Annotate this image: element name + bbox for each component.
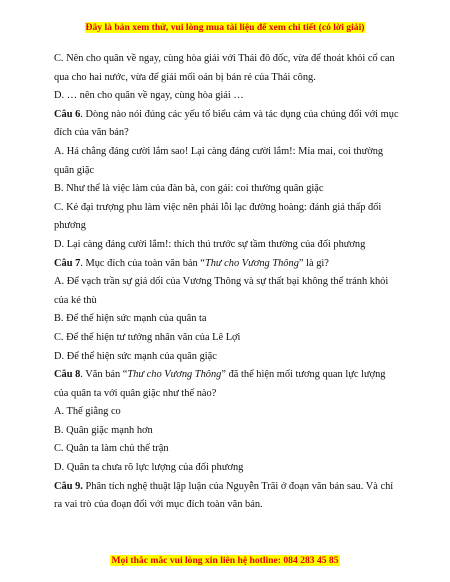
question-8-label: Câu 8 (54, 369, 81, 381)
question-7-text-start: . Mục đích của toàn văn bản “ (80, 257, 205, 269)
question-6-option-d: D. Lại càng đáng cười lắm!: thích thú trước sự tầm thường của đối phương (54, 238, 366, 250)
answer-d-previous: D. … nên cho quân về ngay, cùng hòa giải … (54, 90, 244, 102)
question-8-option-c: C. Quân ta làm chủ thế trận (54, 443, 169, 455)
question-7 (54, 255, 402, 274)
hotline-banner (0, 555, 450, 567)
question-9 (54, 478, 402, 515)
document-body (54, 50, 402, 515)
question-6-text: . Dòng nào nói đúng các yếu tố biểu cảm và tác dụng của chúng đối với mục đích của văn bản? (54, 108, 399, 139)
preview-notice-text: Đây là bản xem thử, vui lòng mua tài liệu để xem chi tiết (có lời giải) (85, 22, 365, 33)
question-7-option-d: D. Để thể hiện sức mạnh của quân giặc (54, 350, 217, 362)
question-6-option-a: A. Há chẳng đáng cười lắm sao! Lại càng đáng cười lắm!: Mỉa mai, coi thường quân giặc (54, 145, 384, 176)
question-9-text: Phân tích nghệ thuật lập luận của Nguyễn Trãi ở đoạn văn bản sau. Và chỉ ra vai trò của đoạn đối với mục đích toàn văn bản. (54, 480, 394, 511)
question-8 (54, 366, 402, 403)
preview-notice-banner (0, 22, 450, 34)
question-8-work-title: Thư cho Vương Thông (127, 369, 222, 381)
question-7-option-a: A. Để vạch trần sự giả dối của Vương Thông và sự thất bại không thể tránh khỏi của kẻ thù (54, 276, 389, 306)
question-6 (54, 106, 402, 143)
question-6-option-b: B. Như thể là việc làm của đàn bà, con gái: coi thường quân giặc (54, 183, 324, 195)
question-7-work-title: Thư cho Vương Thông (204, 257, 299, 269)
question-8-option-d: D. Quân ta chưa rõ lực lượng của đối phương (54, 462, 244, 474)
question-8-text-start: . Văn bản “ (80, 369, 128, 381)
hotline-text: Mọi thắc mắc vui lòng xin liên hệ hotline: 084 283 45 85 (111, 555, 339, 566)
question-7-option-b: B. Để thể hiện sức mạnh của quân ta (54, 313, 207, 325)
question-7-option-c: C. Để thể hiện tư tưởng nhân văn của Lê Lợi (54, 331, 241, 343)
answer-c-previous: C. Nên cho quân về ngay, cùng hòa giải với Thái đô đốc, vừa để thoát khỏi cố can qua cho hai nước, vừa để giải mối oán bị bán rẻ của Thái công. (54, 53, 395, 83)
question-6-label: Câu 6 (54, 108, 81, 120)
question-6-option-c: C. Kẻ đại trượng phu làm việc nên phải lỗi lạc đường hoàng: đánh giá thấp đối phương (54, 201, 382, 232)
question-8-option-a: A. Thế giằng co (54, 406, 121, 418)
question-9-label: Câu 9. (54, 480, 83, 492)
question-8-text-end: ” đã thể hiện mối tương quan lực lượng của quân ta với quân giặc như thế nào? (54, 369, 386, 399)
question-7-label: Câu 7 (54, 257, 81, 269)
question-7-text-end: ” là gì? (298, 257, 329, 269)
question-8-option-b: B. Quân giặc mạnh hơn (54, 424, 153, 436)
